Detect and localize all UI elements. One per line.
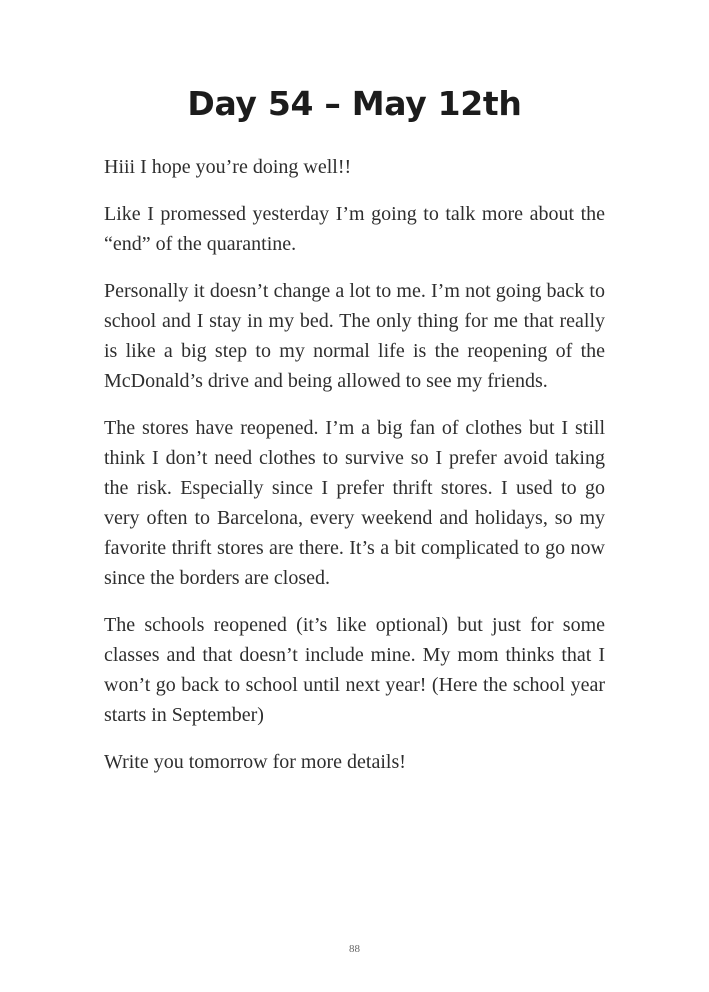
page-title: Day 54 – May 12th	[187, 84, 522, 123]
paragraph: Personally it doesn’t change a lot to me. I’m not going back to school and I stay in my bed. The only thing for me that really is like a big step to my normal life is the reopening of the McDonald’s drive and being allowed to see my friends.	[104, 280, 605, 392]
paragraph: Hiii I hope you’re doing well!!	[104, 156, 352, 178]
paragraph: Like I promessed yesterday I’m going to talk more about the “end” of the quarantine.	[104, 203, 605, 255]
paragraph: Write you tomorrow for more details!	[104, 751, 406, 773]
page-number: 88	[349, 943, 360, 955]
paragraph: The schools reopened (it’s like optional) but just for some classes and that doesn’t include mine. My mom thinks that I won’t go back to school until next year! (Here the school year starts in September)	[104, 614, 605, 726]
document-page	[104, 0, 605, 992]
document-body	[104, 152, 605, 794]
paragraph: The stores have reopened. I’m a big fan of clothes but I still think I don’t need clothes to survive so I prefer avoid taking the risk. Especially since I prefer thrift stores. I used to go very often to Barcelona, every weekend and holidays, so my favorite thrift stores are there. It’s a bit complicated to go now since the borders are closed.	[104, 417, 605, 589]
